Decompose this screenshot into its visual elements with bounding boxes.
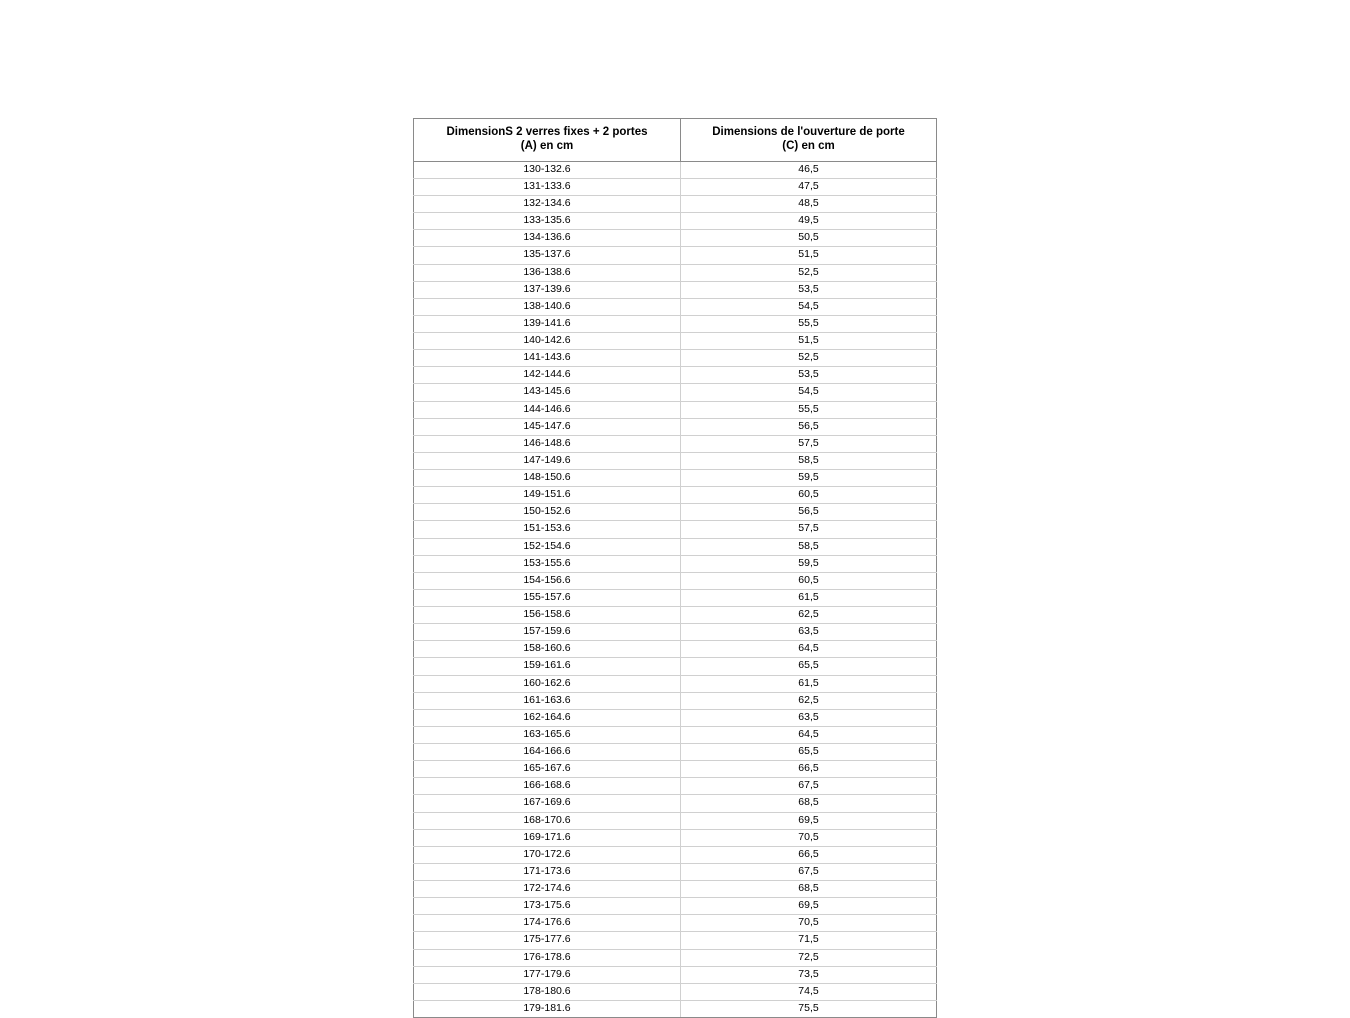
- cell-dimension-c: 52,5: [681, 264, 937, 281]
- cell-dimension-c: 75,5: [681, 1000, 937, 1017]
- cell-dimension-a: 142-144.6: [414, 367, 681, 384]
- table-row: [414, 178, 937, 195]
- cell-dimension-c: 68,5: [681, 881, 937, 898]
- cell-dimension-a: 167-169.6: [414, 795, 681, 812]
- cell-dimension-c: 69,5: [681, 898, 937, 915]
- table-row: [414, 298, 937, 315]
- cell-dimension-c: 68,5: [681, 795, 937, 812]
- cell-dimension-c: 66,5: [681, 846, 937, 863]
- cell-dimension-c: 57,5: [681, 435, 937, 452]
- cell-dimension-a: 155-157.6: [414, 589, 681, 606]
- cell-dimension-c: 60,5: [681, 487, 937, 504]
- table-row: [414, 641, 937, 658]
- table-body: [414, 161, 937, 1017]
- cell-dimension-a: 134-136.6: [414, 230, 681, 247]
- cell-dimension-a: 166-168.6: [414, 778, 681, 795]
- cell-dimension-a: 156-158.6: [414, 607, 681, 624]
- table-row: [414, 435, 937, 452]
- cell-dimension-a: 177-179.6: [414, 966, 681, 983]
- table-row: [414, 846, 937, 863]
- cell-dimension-a: 143-145.6: [414, 384, 681, 401]
- cell-dimension-a: 148-150.6: [414, 470, 681, 487]
- table-row: [414, 247, 937, 264]
- cell-dimension-c: 64,5: [681, 641, 937, 658]
- cell-dimension-c: 65,5: [681, 744, 937, 761]
- table-header-row: [414, 119, 937, 162]
- cell-dimension-a: 165-167.6: [414, 761, 681, 778]
- cell-dimension-c: 63,5: [681, 709, 937, 726]
- table-row: [414, 778, 937, 795]
- cell-dimension-c: 71,5: [681, 932, 937, 949]
- table-row: [414, 213, 937, 230]
- cell-dimension-a: 173-175.6: [414, 898, 681, 915]
- table-row: [414, 898, 937, 915]
- cell-dimension-c: 66,5: [681, 761, 937, 778]
- cell-dimension-c: 61,5: [681, 589, 937, 606]
- table-row: [414, 658, 937, 675]
- table-row: [414, 350, 937, 367]
- cell-dimension-c: 51,5: [681, 333, 937, 350]
- cell-dimension-a: 176-178.6: [414, 949, 681, 966]
- cell-dimension-c: 62,5: [681, 692, 937, 709]
- column-header-dimensions-a: [414, 119, 681, 162]
- cell-dimension-c: 50,5: [681, 230, 937, 247]
- cell-dimension-c: 56,5: [681, 504, 937, 521]
- cell-dimension-c: 73,5: [681, 966, 937, 983]
- table-row: [414, 983, 937, 1000]
- cell-dimension-a: 164-166.6: [414, 744, 681, 761]
- table-row: [414, 812, 937, 829]
- cell-dimension-a: 152-154.6: [414, 538, 681, 555]
- cell-dimension-c: 69,5: [681, 812, 937, 829]
- cell-dimension-a: 136-138.6: [414, 264, 681, 281]
- cell-dimension-a: 160-162.6: [414, 675, 681, 692]
- column-header-dimensions-c: [681, 119, 937, 162]
- cell-dimension-c: 58,5: [681, 452, 937, 469]
- cell-dimension-a: 130-132.6: [414, 161, 681, 178]
- table-row: [414, 744, 937, 761]
- cell-dimension-c: 56,5: [681, 418, 937, 435]
- table-row: [414, 692, 937, 709]
- cell-dimension-c: 55,5: [681, 401, 937, 418]
- cell-dimension-a: 163-165.6: [414, 726, 681, 743]
- cell-dimension-a: 157-159.6: [414, 624, 681, 641]
- cell-dimension-a: 146-148.6: [414, 435, 681, 452]
- table-row: [414, 881, 937, 898]
- cell-dimension-c: 48,5: [681, 196, 937, 213]
- cell-dimension-a: 133-135.6: [414, 213, 681, 230]
- cell-dimension-c: 65,5: [681, 658, 937, 675]
- cell-dimension-c: 52,5: [681, 350, 937, 367]
- cell-dimension-a: 168-170.6: [414, 812, 681, 829]
- table-row: [414, 315, 937, 332]
- dimensions-table: [413, 118, 937, 1018]
- cell-dimension-c: 57,5: [681, 521, 937, 538]
- table-row: [414, 230, 937, 247]
- table-row: [414, 607, 937, 624]
- cell-dimension-a: 172-174.6: [414, 881, 681, 898]
- cell-dimension-c: 59,5: [681, 555, 937, 572]
- table-row: [414, 555, 937, 572]
- column-header-dimensions-c-line1: Dimensions de l'ouverture de porte: [712, 126, 905, 138]
- cell-dimension-c: 55,5: [681, 315, 937, 332]
- table-row: [414, 196, 937, 213]
- cell-dimension-c: 60,5: [681, 572, 937, 589]
- cell-dimension-a: 151-153.6: [414, 521, 681, 538]
- cell-dimension-a: 138-140.6: [414, 298, 681, 315]
- table-row: [414, 624, 937, 641]
- table-row: [414, 589, 937, 606]
- cell-dimension-c: 61,5: [681, 675, 937, 692]
- cell-dimension-a: 179-181.6: [414, 1000, 681, 1017]
- cell-dimension-c: 70,5: [681, 915, 937, 932]
- table-row: [414, 572, 937, 589]
- table-row: [414, 932, 937, 949]
- cell-dimension-a: 174-176.6: [414, 915, 681, 932]
- cell-dimension-a: 140-142.6: [414, 333, 681, 350]
- cell-dimension-a: 145-147.6: [414, 418, 681, 435]
- table-row: [414, 264, 937, 281]
- table-row: [414, 675, 937, 692]
- table-row: [414, 966, 937, 983]
- cell-dimension-a: 170-172.6: [414, 846, 681, 863]
- column-header-dimensions-a-line2: (A) en cm: [520, 140, 574, 153]
- table-row: [414, 829, 937, 846]
- cell-dimension-c: 67,5: [681, 863, 937, 880]
- cell-dimension-a: 144-146.6: [414, 401, 681, 418]
- table-row: [414, 418, 937, 435]
- table-row: [414, 452, 937, 469]
- cell-dimension-c: 49,5: [681, 213, 937, 230]
- cell-dimension-c: 53,5: [681, 281, 937, 298]
- table-row: [414, 915, 937, 932]
- table-row: [414, 384, 937, 401]
- cell-dimension-a: 161-163.6: [414, 692, 681, 709]
- cell-dimension-a: 153-155.6: [414, 555, 681, 572]
- table-row: [414, 401, 937, 418]
- table-row: [414, 1000, 937, 1017]
- cell-dimension-c: 54,5: [681, 298, 937, 315]
- cell-dimension-a: 159-161.6: [414, 658, 681, 675]
- cell-dimension-a: 139-141.6: [414, 315, 681, 332]
- column-header-dimensions-a-line1: DimensionS 2 verres fixes + 2 portes: [446, 126, 648, 138]
- cell-dimension-a: 158-160.6: [414, 641, 681, 658]
- table-row: [414, 504, 937, 521]
- cell-dimension-a: 141-143.6: [414, 350, 681, 367]
- table-row: [414, 333, 937, 350]
- table-row: [414, 487, 937, 504]
- cell-dimension-c: 47,5: [681, 178, 937, 195]
- cell-dimension-a: 169-171.6: [414, 829, 681, 846]
- dimensions-table-container: [413, 118, 936, 1018]
- cell-dimension-c: 63,5: [681, 624, 937, 641]
- cell-dimension-c: 46,5: [681, 161, 937, 178]
- table-row: [414, 281, 937, 298]
- table-row: [414, 367, 937, 384]
- cell-dimension-c: 62,5: [681, 607, 937, 624]
- table-row: [414, 795, 937, 812]
- table-row: [414, 949, 937, 966]
- cell-dimension-a: 149-151.6: [414, 487, 681, 504]
- cell-dimension-a: 137-139.6: [414, 281, 681, 298]
- cell-dimension-c: 59,5: [681, 470, 937, 487]
- cell-dimension-a: 135-137.6: [414, 247, 681, 264]
- table-header: [414, 119, 937, 162]
- cell-dimension-a: 131-133.6: [414, 178, 681, 195]
- cell-dimension-c: 74,5: [681, 983, 937, 1000]
- cell-dimension-a: 147-149.6: [414, 452, 681, 469]
- cell-dimension-a: 171-173.6: [414, 863, 681, 880]
- table-row: [414, 709, 937, 726]
- cell-dimension-c: 58,5: [681, 538, 937, 555]
- cell-dimension-c: 64,5: [681, 726, 937, 743]
- table-row: [414, 470, 937, 487]
- table-row: [414, 538, 937, 555]
- cell-dimension-c: 51,5: [681, 247, 937, 264]
- cell-dimension-c: 53,5: [681, 367, 937, 384]
- table-row: [414, 863, 937, 880]
- cell-dimension-c: 67,5: [681, 778, 937, 795]
- cell-dimension-c: 70,5: [681, 829, 937, 846]
- cell-dimension-a: 175-177.6: [414, 932, 681, 949]
- cell-dimension-a: 162-164.6: [414, 709, 681, 726]
- table-row: [414, 726, 937, 743]
- cell-dimension-c: 72,5: [681, 949, 937, 966]
- table-row: [414, 521, 937, 538]
- column-header-dimensions-c-line2: (C) en cm: [782, 140, 835, 153]
- table-row: [414, 161, 937, 178]
- cell-dimension-a: 150-152.6: [414, 504, 681, 521]
- cell-dimension-c: 54,5: [681, 384, 937, 401]
- table-row: [414, 761, 937, 778]
- cell-dimension-a: 178-180.6: [414, 983, 681, 1000]
- cell-dimension-a: 154-156.6: [414, 572, 681, 589]
- cell-dimension-a: 132-134.6: [414, 196, 681, 213]
